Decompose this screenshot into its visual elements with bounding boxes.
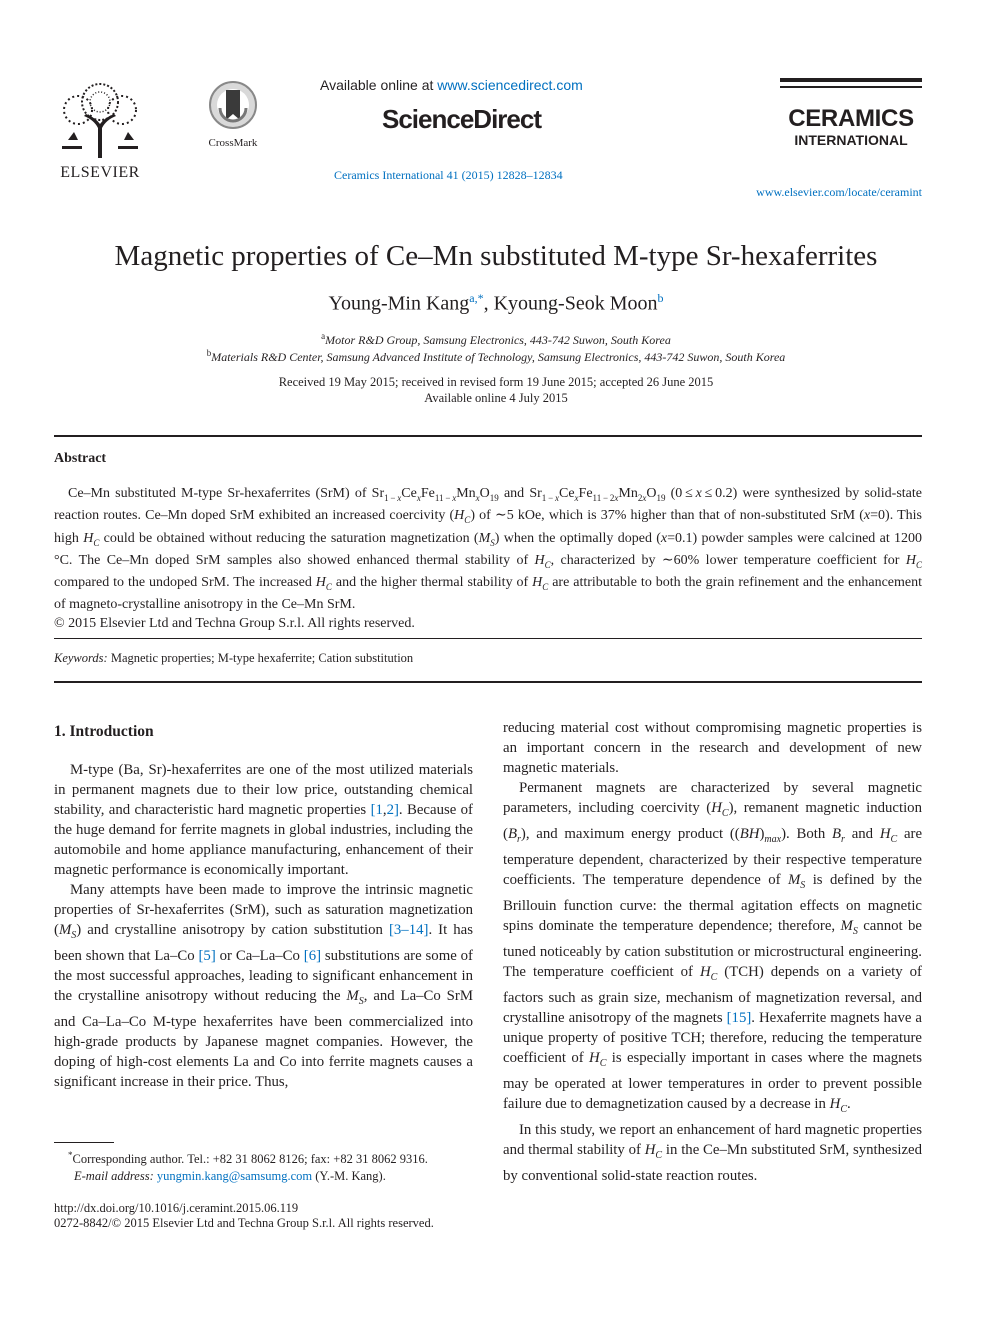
email-label: E-mail address: — [74, 1169, 154, 1184]
body-column-left: 1. Introduction M-type (Ba, Sr)-hexaferrites are one of the most utilized materials in permanent magnets due to their low price, outstanding chemical stability, and characteristic hard magnetic properties [1,2]. Because of the huge demand for ferrite magnets in global industries, including the automobile and home appliance manufacturing, enhancement of their magnetic performance is economically important. Many attempts have been made to improve the intrinsic magnetic properties of Sr-hexaferrites (SrM), such as saturation magnetization $(M_S)$ and crystalline anisotropy by cation substitution [3–14]. It has been shown that La–Co [5] or Ca–La–Co [6] substitutions are some of the most successful approaches, leading to significant enhancement in the crystalline anisotropy without reducing the $M_S$, and La–Co SrM and Ca–La–Co M-type hexaferrites have been commercialized into high-grade products by Japanese magnet companies. However, the doping of high-cost elements La and Co into ferrite magnets causes a significant increase in their price. Thus, — [54, 723, 473, 1090]
divider — [54, 435, 922, 437]
citation-link[interactable]: [1 — [370, 802, 383, 818]
sciencedirect-brand: ScienceDirect — [382, 104, 541, 134]
sciencedirect-link[interactable]: www.sciencedirect.com — [437, 77, 583, 93]
issn-copyright: 0272-8842/© 2015 Elsevier Ltd and Techna Group S.r.l. All rights reserved. — [54, 1216, 434, 1230]
brand-rule — [780, 86, 922, 88]
crossmark-icon — [208, 80, 258, 130]
journal-brand-title: CERAMICS — [788, 105, 914, 132]
doi-link[interactable]: http://dx.doi.org/10.1016/j.ceramint.2015.06.119 — [54, 1201, 299, 1215]
affiliation-text: Motor R&D Group, Samsung Electronics, 443-742 Suwon, South Korea — [325, 333, 671, 347]
body-column-right: reducing material cost without compromising magnetic properties is an important concern in the research and development of new magnetic materials. Permanent magnets are characterized by several magnetic parameters, including coercivity $(H_C)$, remanent magnetic induction $(B_r)$, and maximum energy product $((BH)_{max})$. Both $B_r$ and $H_C$ are temperature dependent, characterized by their respective temperature coefficients. The temperature dependence of $M_S$ is defined by the Brillouin function curve: the thermal agitation effects on magnetic spins dominate the temperature dependence; therefore, $M_S$ cannot be tuned noticeably by cation substitution or microstructural engineering. The temperature coefficient of $H_C$ (TCH) depends on a variety of factors such as grain size, mechanism of magnetization reversal, and crystalline anisotropy of the magnets [15]. Hexaferrite magnets have a unique property of positive TCH; therefore, reducing the temperature coefficient of $H_C$ is especially important in cases where the magnets may be operated at lower temperatures in order to prevent possible failure due to demagnetization caused by a decrease in $H_C$. In this study, we report an enhancement of hard magnetic properties and thermal stability of $H_C$ in the Ce–Mn substituted SrM, synthesized by conventional solid-state reaction routes. — [503, 720, 923, 1184]
elsevier-logo[interactable] — [54, 80, 146, 184]
footnote-rule — [54, 1142, 114, 1143]
author-marks[interactable]: b — [657, 291, 664, 305]
citation-link[interactable]: [3–14] — [388, 922, 429, 938]
divider — [54, 638, 922, 639]
author-marks[interactable]: a,* — [469, 291, 484, 305]
crossmark-label: CrossMark — [208, 137, 258, 149]
journal-brand — [780, 78, 922, 148]
elsevier-tree-icon — [54, 80, 146, 158]
citation-link[interactable]: [6] — [303, 947, 322, 964]
keywords-text: Magnetic properties; M-type hexaferrite; Cation substitution — [107, 651, 414, 665]
journal-homepage-link[interactable]: www.elsevier.com/locate/ceramint — [756, 185, 922, 199]
available-online-line — [320, 77, 583, 93]
brand-rule — [780, 78, 922, 82]
citation-link[interactable]: 2] — [386, 802, 399, 818]
corresponding-author-text: Corresponding author. Tel.: +82 31 8062 8126; fax: +82 31 8062 9316. — [72, 1152, 428, 1167]
journal-reference-link[interactable]: Ceramics International 41 (2015) 12828–12834 — [334, 168, 563, 182]
affiliation-text: Materials R&D Center, Samsung Advanced Institute of Technology, Samsung Electronics, 443-742 Suwon, South Korea — [211, 350, 786, 364]
email-suffix: (Y.-M. Kang). — [312, 1169, 386, 1184]
publisher-name: ELSEVIER — [60, 164, 140, 181]
author-list — [0, 291, 992, 316]
available-prefix: Available online at — [320, 77, 438, 93]
abstract-text: Ce–Mn substituted M-type Sr-hexaferrites (SrM) of $Sr_{1 - x}Ce_xFe_{11 - x}Mn_xO_{19}$ and $Sr_{1 - x}Ce_xFe_{11 - 2x}Mn_{2x}O_{19}$ (0 ≤ x ≤ 0.2) were synthesized by solid-state reaction routes. Ce–Mn doped SrM exhibited an increased coercivity $(H_C)$ of ∼5 kOe, which is 37% higher than that of non-substituted SrM (x=0). This high $H_C$ could be obtained without reducing the saturation magnetization $(M_S)$ when the optimally doped (x=0.1) powder samples were calcined at 1200 °C. The Ce–Mn doped SrM samples also showed enhanced thermal stability of $H_C$, characterized by ∼60% lower temperature coefficient for $H_C$ compared to the undoped SrM. The increased $H_C$ and the higher thermal stability of $H_C$ are attributable to both the grain refinement and the enhancement of magneto-crystalline anisotropy in the Ce–Mn SrM. © 2015 Elsevier Ltd and Techna Group S.r.l. All rights reserved. — [54, 485, 922, 633]
received-dates: Received 19 May 2015; received in revised form 19 June 2015; accepted 26 June 2015 — [278, 375, 714, 389]
author-name: Young-Min Kang — [328, 292, 470, 315]
doi-block — [54, 1201, 434, 1231]
email-link[interactable]: yungmin.kang@samsumg.com — [156, 1169, 313, 1184]
citation-link[interactable]: [15] — [726, 1009, 752, 1026]
divider — [54, 681, 922, 683]
footnote — [54, 1147, 484, 1185]
author-separator: , — [483, 292, 494, 315]
abstract-heading: Abstract — [54, 451, 107, 466]
paper-title: Magnetic properties of Ce–Mn substituted M-type Sr-hexaferrites — [114, 240, 878, 272]
author-name: Kyoung-Seok Moon — [493, 292, 658, 315]
affiliation-mark: a — [321, 331, 326, 341]
journal-brand-subtitle: INTERNATIONAL — [794, 132, 908, 148]
email-line — [54, 1168, 484, 1185]
affiliation-mark: b — [206, 348, 212, 358]
corresponding-author-note: *Corresponding author. Tel.: +82 31 8062 8126; fax: +82 31 8062 9316. — [68, 1150, 428, 1167]
crossmark-badge[interactable] — [204, 80, 262, 149]
section-heading: 1. Introduction — [54, 723, 154, 740]
keywords-line — [54, 651, 413, 666]
affiliation — [0, 331, 992, 348]
keywords-label: Keywords: — [54, 651, 108, 665]
available-online-date: Available online 4 July 2015 — [424, 391, 568, 405]
citation-link[interactable]: [5] — [198, 947, 216, 964]
affiliation — [0, 348, 992, 365]
copyright-line: © 2015 Elsevier Ltd and Techna Group S.r.l. All rights reserved. — [54, 615, 415, 631]
